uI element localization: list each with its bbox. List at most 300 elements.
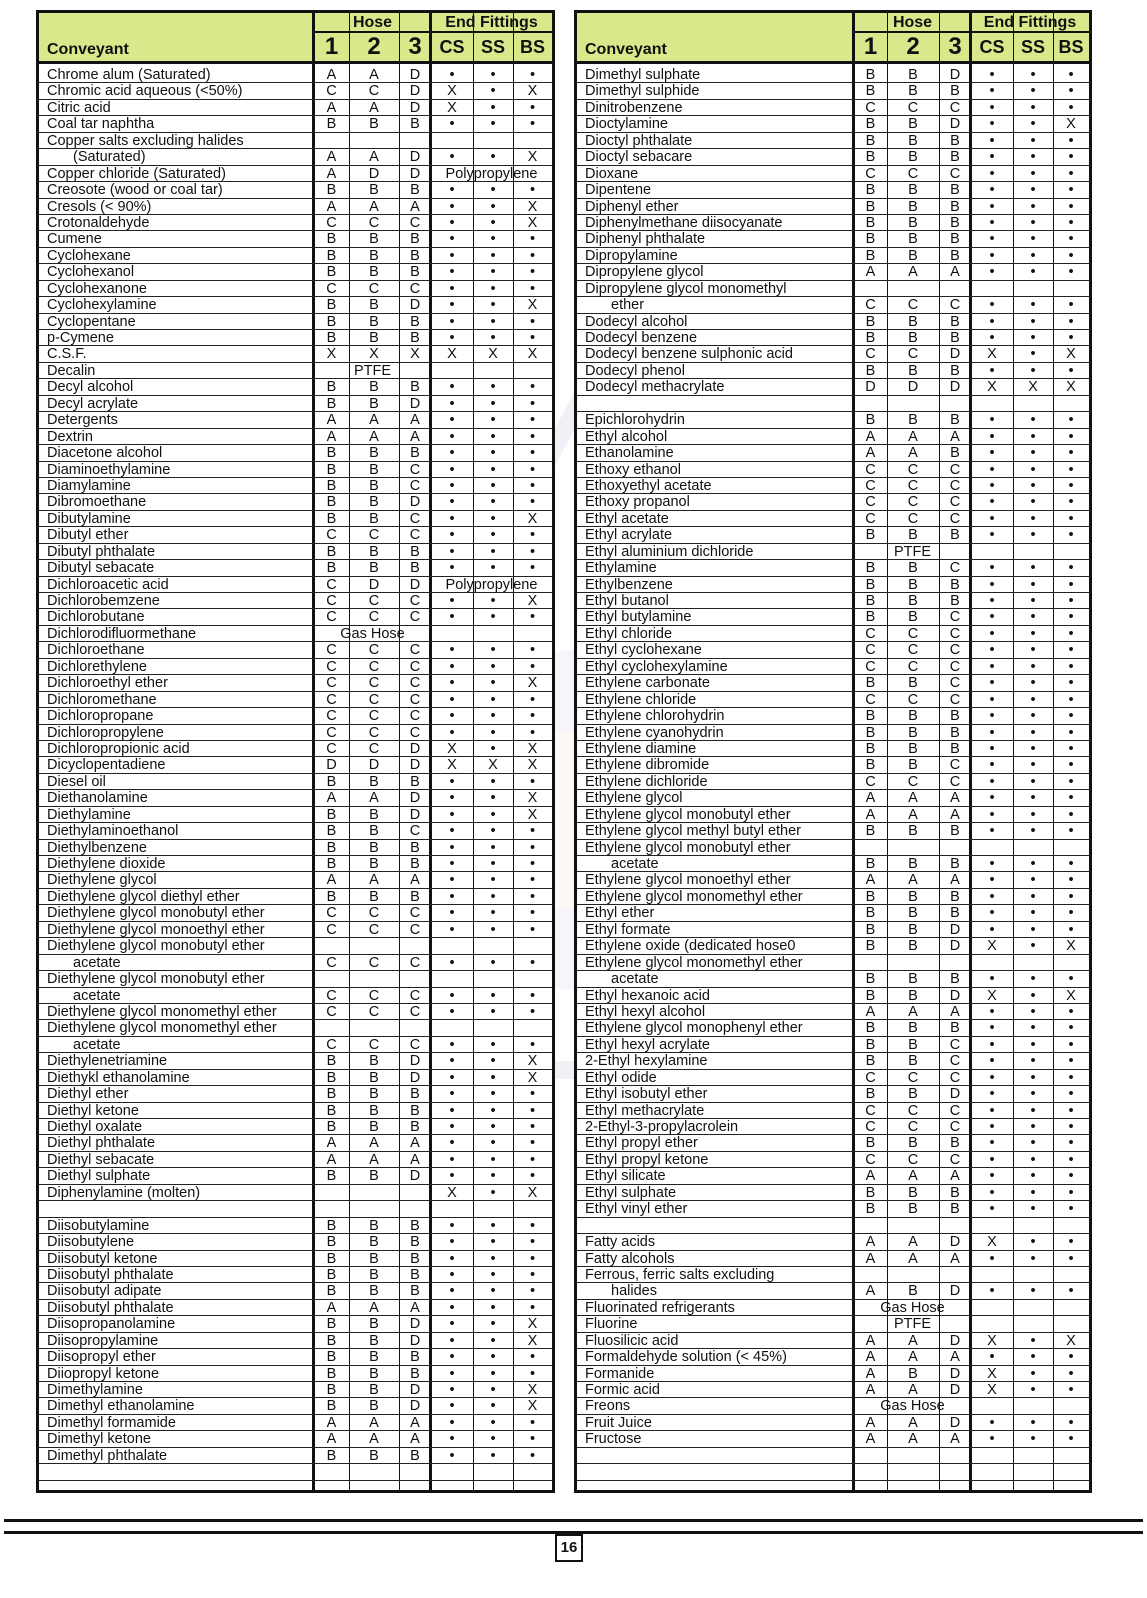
hose-rating-2: C [907,346,919,363]
hose-rating-2: B [908,83,918,100]
conveyant-name: Copper chloride (Saturated) [47,165,226,182]
footer-rule-top [4,1519,1143,1522]
hose-rating-1: A [865,1250,876,1267]
conveyant-name: Ethyl hexyl acrylate [585,1036,710,1053]
conveyant-name: Dimethyl ketone [47,1431,151,1448]
table-row [577,248,1089,264]
hose-rating-1: C [865,297,876,314]
fitting-rating-ss: • [490,856,496,872]
conveyant-name: Ethylene glycol monophenyl ether [585,1020,803,1037]
table-row [39,938,552,954]
conveyant-name: Dipentene [585,182,652,199]
fitting-rating-ss: • [490,1036,496,1053]
conveyant-name: Dichlorobemzene [47,593,160,609]
fitting-rating-cs: X [987,1332,997,1349]
hose-rating-2: A [369,1151,379,1168]
hose-rating-3: C [949,757,961,774]
table-row [577,215,1089,231]
hose-rating-1: C [865,461,876,478]
table-row [39,264,552,280]
conveyant-name: Diisopropyl ether [47,1349,156,1366]
fitting-span-note: Polypropylene [445,165,538,182]
table-row [577,1103,1089,1119]
fitting-rating-bs: • [1068,593,1074,609]
fitting-rating-bs: X [527,675,538,692]
fitting-rating-ss: • [1030,1201,1036,1218]
hose-rating-3: A [950,1250,960,1267]
fitting-rating-ss: • [490,1217,496,1234]
conveyant-name: Diethanolamine [47,790,148,807]
fitting-rating-bs: • [1068,527,1074,544]
table-row [39,659,552,675]
fitting-rating-bs: X [527,1053,538,1070]
hose-rating-1: C [865,642,876,659]
fitting-rating-ss: • [490,1382,496,1398]
hose-rating-3: A [410,428,420,445]
fitting-rating-cs: X [987,938,997,955]
hose-rating-3: D [409,576,421,593]
fitting-rating-bs: • [1068,888,1074,905]
table-row [577,1053,1089,1069]
hose-rating-3: B [950,724,960,741]
fitting-rating-ss: • [490,1184,496,1201]
table-row [577,1415,1089,1431]
hose-rating-2: C [368,921,380,938]
hose-rating-2: B [908,708,918,725]
fitting-rating-bs: • [529,1431,536,1448]
table-row [39,281,552,297]
hose-rating-1: B [865,609,876,626]
conveyant-name: p-Cymene [47,330,114,346]
hose-rating-3: C [409,724,421,741]
table-row [39,314,552,330]
fitting-rating-ss: • [1030,1053,1036,1070]
fitting-rating-cs: • [449,231,455,248]
conveyant-name: Dibutyl sebacate [47,560,155,577]
conveyant-name: Decalin [47,362,96,379]
hose-rating-3: B [950,527,960,544]
fitting-rating-cs: X [447,1184,457,1201]
fitting-rating-bs: • [1068,494,1074,511]
hose-rating-1: C [865,494,876,511]
fitting-rating-bs: • [1068,740,1074,757]
hose-rating-3: B [950,971,960,988]
hose-rating-3: B [410,1447,420,1464]
hose-rating-3: B [410,182,420,199]
fitting-rating-bs: • [1068,67,1074,83]
fitting-rating-cs: • [989,757,995,774]
conveyant-name: Citric acid [47,99,111,116]
hose-span-note: PTFE [893,1316,932,1333]
fitting-rating-ss: • [490,297,496,314]
hose-rating-2: B [908,149,918,166]
fitting-rating-cs: • [449,510,455,527]
table-row [39,1464,552,1480]
conveyant-name: Diethylene glycol monoethyl ether [47,921,265,938]
fitting-rating-cs: • [449,527,455,544]
fitting-rating-cs: • [989,510,995,527]
hose-rating-2: C [368,609,380,626]
table-row [577,412,1089,428]
hose-rating-3: D [409,790,421,807]
fitting-rating-cs: • [449,412,455,429]
fitting-rating-ss: • [490,1053,496,1070]
fitting-rating-ss: • [1030,971,1036,988]
fitting-rating-ss: • [490,149,496,166]
table-row [577,1366,1089,1382]
fitting-rating-ss: X [1028,379,1038,396]
fitting-rating-ss: • [1030,510,1036,527]
conveyant-name: Diethylbenzene [47,839,147,856]
hose-rating-1: B [865,313,876,330]
hose-rating-2: B [369,461,379,478]
hose-rating-3: C [949,658,961,675]
table-row [39,330,552,346]
hose-rating-2: B [369,1382,379,1398]
hose-rating-1: A [865,1332,876,1349]
hose-rating-3: C [949,773,961,790]
fitting-rating-cs: • [989,297,995,314]
hose-rating-2: A [369,1414,379,1431]
table-row [577,708,1089,724]
conveyant-name: Diethylene glycol monobutyl ether [47,971,265,988]
fitting-rating-ss: • [490,872,496,889]
fitting-rating-ss: • [490,1086,496,1103]
fitting-rating-bs: • [1068,1102,1074,1119]
table-row [577,1464,1089,1480]
fitting-rating-ss: • [490,740,496,757]
hose-rating-2: C [907,297,919,314]
fitting-rating-bs: X [1066,116,1076,133]
fitting-rating-bs: • [1068,1283,1074,1300]
fitting-rating-bs: • [1068,560,1074,577]
fitting-rating-bs: • [529,642,536,659]
hose-rating-3: D [949,1365,961,1382]
fitting-rating-bs: • [1068,1234,1074,1251]
hose-rating-2: B [908,1086,918,1103]
hose-rating-3: B [950,362,960,379]
hose-rating-3: B [410,445,420,462]
hose-rating-1: C [326,724,337,741]
header-col-ss: SS [480,37,505,57]
hose-rating-3: B [950,182,960,199]
fitting-rating-ss: • [1030,182,1036,199]
conveyant-name: Dichloropropionic acid [47,740,190,757]
conveyant-name: Dichlorobutane [47,609,145,626]
fitting-rating-bs: X [527,1316,538,1333]
hose-rating-1: B [865,921,876,938]
hose-rating-1: A [326,412,337,429]
table-row [577,1349,1089,1365]
conveyant-name: Dipropylene glycol [585,264,704,281]
hose-rating-2: B [908,214,918,231]
hose-rating-1: B [865,1053,876,1070]
fitting-rating-cs: • [449,823,455,840]
hose-rating-2: D [368,757,380,774]
conveyant-name: halides [611,1283,657,1300]
conveyant-name: Dichloropropane [47,708,154,725]
hose-rating-2: C [907,165,919,182]
table-row [577,231,1089,247]
hose-rating-3: D [949,921,961,938]
hose-rating-2: A [908,264,918,281]
fitting-rating-bs: • [529,921,536,938]
hose-rating-1: B [326,543,337,560]
table-row [39,363,552,379]
conveyant-name: Diisobutyl ketone [47,1250,158,1267]
header-col-ss: SS [1020,37,1045,57]
fitting-rating-ss: • [490,313,496,330]
header-conveyant: Conveyant [47,41,129,58]
table-row [577,1119,1089,1135]
hose-rating-2: B [369,888,379,905]
table-row [577,429,1089,445]
hose-rating-2: B [908,527,918,544]
fitting-rating-cs: • [449,1283,455,1300]
fitting-rating-cs: • [989,1168,995,1185]
hose-rating-3: C [409,280,421,297]
fitting-rating-ss: • [490,921,496,938]
hose-rating-3: A [950,1431,960,1448]
fitting-rating-bs: • [529,823,536,840]
conveyant-name: Diethyl sulphate [47,1168,151,1185]
hose-rating-1: C [865,477,876,494]
conveyant-name: Diphenyl ether [585,198,679,215]
fitting-rating-cs: • [989,116,995,133]
conveyant-name: Ethylene glycol monobutyl ether [585,839,791,856]
fitting-rating-cs: • [989,724,995,741]
fitting-rating-ss: • [490,1003,496,1020]
hose-rating-1: B [326,823,337,840]
hose-rating-2: B [908,412,918,429]
fitting-rating-cs: • [989,971,995,988]
fitting-rating-cs: • [449,888,455,905]
fitting-rating-bs: • [529,1414,536,1431]
fitting-rating-ss: • [490,1283,496,1300]
fitting-rating-cs: • [449,806,455,823]
table-row [577,609,1089,625]
table-row [577,199,1089,215]
hose-rating-3: B [950,576,960,593]
fitting-rating-ss: • [490,790,496,807]
hose-rating-1: B [326,888,337,905]
hose-rating-1: A [326,428,337,445]
fitting-rating-ss: • [1030,247,1036,264]
hose-rating-1: B [865,576,876,593]
table-row [577,527,1089,543]
hose-rating-1: B [865,1201,876,1218]
fitting-rating-cs: • [449,1168,455,1185]
fitting-rating-bs: • [529,247,536,264]
fitting-rating-bs: • [529,330,536,346]
fitting-rating-bs: X [1066,1332,1076,1349]
hose-rating-1: C [865,99,876,116]
hose-rating-1: B [865,247,876,264]
hose-rating-2: B [369,445,379,462]
table-row [39,1333,552,1349]
fitting-rating-bs: • [529,872,536,889]
conveyant-name: Dioctylamine [585,116,668,133]
hose-rating-3: A [410,1151,420,1168]
conveyant-name: Dibutylamine [47,510,131,527]
fitting-rating-ss: • [1030,1332,1036,1349]
fitting-rating-ss: • [1030,1119,1036,1135]
hose-rating-1: B [326,379,337,396]
hose-rating-1: C [326,708,337,725]
hose-rating-3: B [410,856,420,872]
fitting-rating-bs: • [529,987,536,1004]
hose-rating-2: A [369,99,379,116]
hose-rating-3: D [949,1382,961,1398]
conveyant-name: Diisobutyl adipate [47,1283,162,1300]
hose-rating-2: C [907,658,919,675]
fitting-rating-cs: • [989,1431,995,1448]
fitting-rating-cs: • [989,412,995,429]
hose-rating-1: B [326,1398,337,1415]
hose-rating-2: C [368,593,380,609]
fitting-rating-bs: • [529,182,536,199]
fitting-rating-cs: • [449,560,455,577]
fitting-rating-cs: • [449,1036,455,1053]
table-row [39,1103,552,1119]
conveyant-name: Cyclohexylamine [47,297,157,314]
hose-rating-2: B [369,1119,379,1135]
hose-rating-3: C [409,823,421,840]
conveyant-name: Coal tar naphtha [47,116,155,133]
hose-rating-1: C [326,691,337,708]
fitting-rating-cs: • [989,790,995,807]
hose-rating-3: D [409,1316,421,1333]
conveyant-name: Formanide [585,1365,655,1382]
hose-rating-1: C [865,510,876,527]
conveyant-name: Ethyl isobutyl ether [585,1086,708,1103]
hose-rating-3: B [410,247,420,264]
hose-rating-2: A [908,1168,918,1185]
fitting-rating-cs: • [989,1003,995,1020]
conveyant-name: Dioctyl phthalate [585,132,693,149]
fitting-rating-cs: • [449,1382,455,1398]
fitting-rating-ss: • [490,658,496,675]
hose-rating-2: A [369,1299,379,1316]
fitting-rating-ss: • [1030,132,1036,149]
fitting-rating-ss: • [1030,1283,1036,1300]
fitting-rating-bs: • [1068,971,1074,988]
fitting-rating-bs: • [1068,1053,1074,1070]
fitting-rating-cs: • [449,872,455,889]
fitting-rating-cs: • [989,560,995,577]
hose-rating-2: A [908,1431,918,1448]
fitting-rating-bs: X [527,1069,538,1086]
fitting-rating-ss: • [490,1151,496,1168]
conveyant-name: Chromic acid aqueous (<50%) [47,83,243,100]
hose-rating-1: B [865,740,876,757]
table-row [577,659,1089,675]
conveyant-name: Ethylene glycol monobutyl ether [585,806,791,823]
fitting-rating-cs: • [989,494,995,511]
fitting-rating-ss: • [490,1299,496,1316]
conveyant-name: Ethyl alcohol [585,428,668,445]
hose-rating-2: A [908,1382,918,1398]
fitting-rating-cs: • [989,658,995,675]
conveyant-name: Dibutyl phthalate [47,543,156,560]
table-row [577,182,1089,198]
fitting-rating-cs: • [449,395,455,412]
hose-rating-2: B [369,510,379,527]
conveyant-name: Formaldehyde solution (< 45%) [585,1349,787,1366]
fitting-rating-ss: • [1030,888,1036,905]
hose-rating-3: C [949,494,961,511]
fitting-rating-cs: • [449,691,455,708]
hose-rating-2: C [907,494,919,511]
fitting-rating-ss: • [490,510,496,527]
fitting-rating-cs: • [449,1217,455,1234]
fitting-rating-cs: • [989,1349,995,1366]
hose-rating-3: D [949,116,961,133]
fitting-rating-ss: • [490,609,496,626]
fitting-rating-ss: • [1030,724,1036,741]
fitting-rating-cs: • [449,1316,455,1333]
conveyant-name: Dibromoethane [47,494,147,511]
fitting-rating-ss: • [490,1349,496,1366]
hose-rating-1: B [326,1316,337,1333]
hose-rating-3: C [409,461,421,478]
conveyant-name: Dioxane [585,165,639,182]
hose-rating-3: C [409,691,421,708]
hose-rating-2: B [908,905,918,922]
hose-rating-3: C [409,527,421,544]
fitting-rating-bs: X [527,297,538,314]
table-row [577,1086,1089,1102]
hose-rating-1: B [326,1119,337,1135]
fitting-rating-bs: • [529,280,536,297]
table-row [39,1070,552,1086]
fitting-rating-cs: • [449,1151,455,1168]
hose-rating-2: B [908,856,918,872]
hose-rating-2: D [368,576,380,593]
fitting-rating-cs: X [987,346,997,363]
hose-rating-2: B [369,1168,379,1185]
fitting-rating-cs: X [447,346,457,363]
fitting-rating-bs: • [1068,1020,1074,1037]
hose-span-note: PTFE [893,543,932,560]
table-row [39,478,552,494]
hose-rating-3: B [950,231,960,248]
hose-rating-1: C [326,593,337,609]
fitting-rating-ss: • [490,379,496,396]
hose-rating-1: B [326,1349,337,1366]
fitting-rating-ss: • [490,214,496,231]
fitting-rating-ss: • [1030,593,1036,609]
hose-rating-1: A [326,1151,337,1168]
hose-rating-2: A [908,1250,918,1267]
table-row [39,462,552,478]
table-row [577,692,1089,708]
hose-rating-2: B [908,1184,918,1201]
fitting-rating-cs: • [989,149,995,166]
table-row [577,757,1089,773]
conveyant-name: Ferrous, ferric salts excluding [585,1266,775,1283]
fitting-rating-cs: • [449,1349,455,1366]
table-row [39,1037,552,1053]
fitting-rating-ss: X [488,346,498,363]
table-row [577,807,1089,823]
conveyant-name: Dinitrobenzene [585,99,683,116]
table-row [577,1333,1089,1349]
fitting-rating-cs: • [989,428,995,445]
conveyant-name: Diethyl ketone [47,1102,139,1119]
table-row [39,1086,552,1102]
hose-rating-3: C [409,708,421,725]
